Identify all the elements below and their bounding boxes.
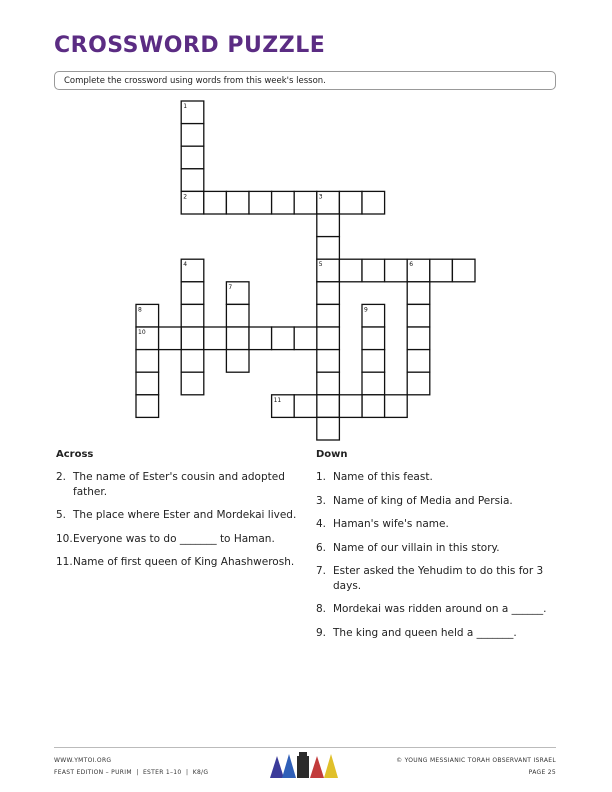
crossword-cell[interactable] <box>317 214 340 237</box>
crossword-cell[interactable] <box>385 259 408 282</box>
crossword-cell[interactable] <box>136 350 159 373</box>
footer-divider <box>54 747 556 748</box>
crossword-cell[interactable] <box>249 191 272 214</box>
cell-number: 2 <box>183 193 188 201</box>
crossword-cell[interactable] <box>272 191 295 214</box>
cell-number: 8 <box>138 306 142 314</box>
clue-down-8: 8. Mordekai was ridden around on a ______. <box>316 603 547 615</box>
crossword-cell[interactable] <box>339 191 362 214</box>
clue-down-7: 7. Ester asked the Yehudim to do this for 3 days. <box>316 565 544 592</box>
crossword-cell[interactable] <box>362 395 385 418</box>
cell-number: 6 <box>409 261 414 269</box>
crossword-cell[interactable] <box>181 327 204 350</box>
crossword-cell[interactable] <box>294 395 317 418</box>
crossword-cell[interactable] <box>136 372 159 395</box>
clue-across-5: 5. The place where Ester and Mordekai lived. <box>56 509 297 521</box>
crossword-cell[interactable] <box>362 372 385 395</box>
footer-copyright: © YOUNG MESSIANIC TORAH OBSERVANT ISRAEL <box>396 757 556 764</box>
crossword-cell[interactable] <box>249 327 272 350</box>
crossword-cell[interactable] <box>339 395 362 418</box>
down-clue-list <box>316 470 561 649</box>
crossword-cell[interactable] <box>452 259 475 282</box>
crossword-cell[interactable] <box>181 146 204 169</box>
crossword-cell[interactable] <box>181 372 204 395</box>
crossword-cell[interactable] <box>317 372 340 395</box>
cell-number: 1 <box>183 103 188 110</box>
crossword-cell[interactable] <box>362 350 385 373</box>
crossword-cell[interactable] <box>317 350 340 373</box>
crossword-cell[interactable] <box>317 327 340 350</box>
crossword-cell[interactable] <box>181 304 204 327</box>
crossword-cell[interactable] <box>181 350 204 373</box>
cell-number: 3 <box>318 193 323 201</box>
clue-across-11: 11. Name of first queen of King Ahashwerosh. <box>56 556 295 568</box>
across-heading: Across <box>56 449 94 460</box>
footer-meta: FEAST EDITION – PURIM | ESTER 1–10 | K8/G <box>54 769 209 776</box>
crossword-cell[interactable] <box>226 327 249 350</box>
crossword-cell[interactable] <box>136 395 159 418</box>
crossword-cell[interactable] <box>407 350 430 373</box>
clue-down-9: 9. The king and queen held a _______. <box>316 626 517 639</box>
crossword-cell[interactable] <box>159 327 182 350</box>
clue-down-3: 3. Name of king of Media and Persia. <box>316 494 513 507</box>
ymtoi-logo <box>268 750 348 780</box>
cell-number: 7 <box>228 283 233 291</box>
clue-down-6: 6. Name of our villain in this story. <box>316 541 500 554</box>
cell-number: 9 <box>364 306 368 314</box>
crossword-cell[interactable] <box>226 350 249 373</box>
crossword-cell[interactable] <box>294 191 317 214</box>
crossword-cell[interactable] <box>204 327 227 350</box>
clue-across-10: 10. Everyone was to do _______ to Haman. <box>56 532 275 545</box>
crossword-cell[interactable] <box>362 327 385 350</box>
crossword-cell[interactable] <box>317 282 340 305</box>
cell-number: 10 <box>138 329 146 336</box>
clue-down-4: 4. Haman's wife's name. <box>316 518 449 530</box>
cell-number: 11 <box>273 396 282 404</box>
crossword-cell[interactable] <box>317 304 340 327</box>
crossword-cell[interactable] <box>317 237 340 260</box>
cell-number: 4 <box>183 261 188 269</box>
instructions-box: Complete the crossword using words from this week's lesson. <box>54 71 556 90</box>
clue-down-1: 1. Name of this feast. <box>316 471 433 483</box>
crossword-cell[interactable] <box>294 327 317 350</box>
crossword-cell[interactable] <box>407 327 430 350</box>
crossword-cell[interactable] <box>385 395 408 418</box>
crossword-cell[interactable] <box>181 124 204 147</box>
crossword-cell[interactable] <box>362 191 385 214</box>
down-heading: Down <box>316 449 348 460</box>
crossword-cell[interactable] <box>226 304 249 327</box>
across-clue-list <box>56 470 301 579</box>
footer-page-number: PAGE 25 <box>528 769 556 776</box>
crossword-cell[interactable] <box>339 259 362 282</box>
clue-across-2: 2. The name of Ester's cousin and adopted father. <box>56 471 285 498</box>
crossword-cell[interactable] <box>317 417 340 440</box>
footer-website: WWW.YMTOI.ORG <box>54 757 112 764</box>
crossword-cell[interactable] <box>317 395 340 418</box>
crossword-cell[interactable] <box>362 259 385 282</box>
crossword-cell[interactable] <box>407 282 430 305</box>
crossword-cell[interactable] <box>181 169 204 192</box>
crossword-cell[interactable] <box>204 191 227 214</box>
cell-number: 5 <box>318 261 323 269</box>
page-title: CROSSWORD PUZZLE <box>54 33 326 58</box>
crossword-cell[interactable] <box>226 191 249 214</box>
crossword-cell[interactable] <box>272 327 295 350</box>
crossword-cell[interactable] <box>407 304 430 327</box>
crossword-cell[interactable] <box>407 372 430 395</box>
crossword-cell[interactable] <box>181 282 204 305</box>
crossword-cell[interactable] <box>430 259 453 282</box>
